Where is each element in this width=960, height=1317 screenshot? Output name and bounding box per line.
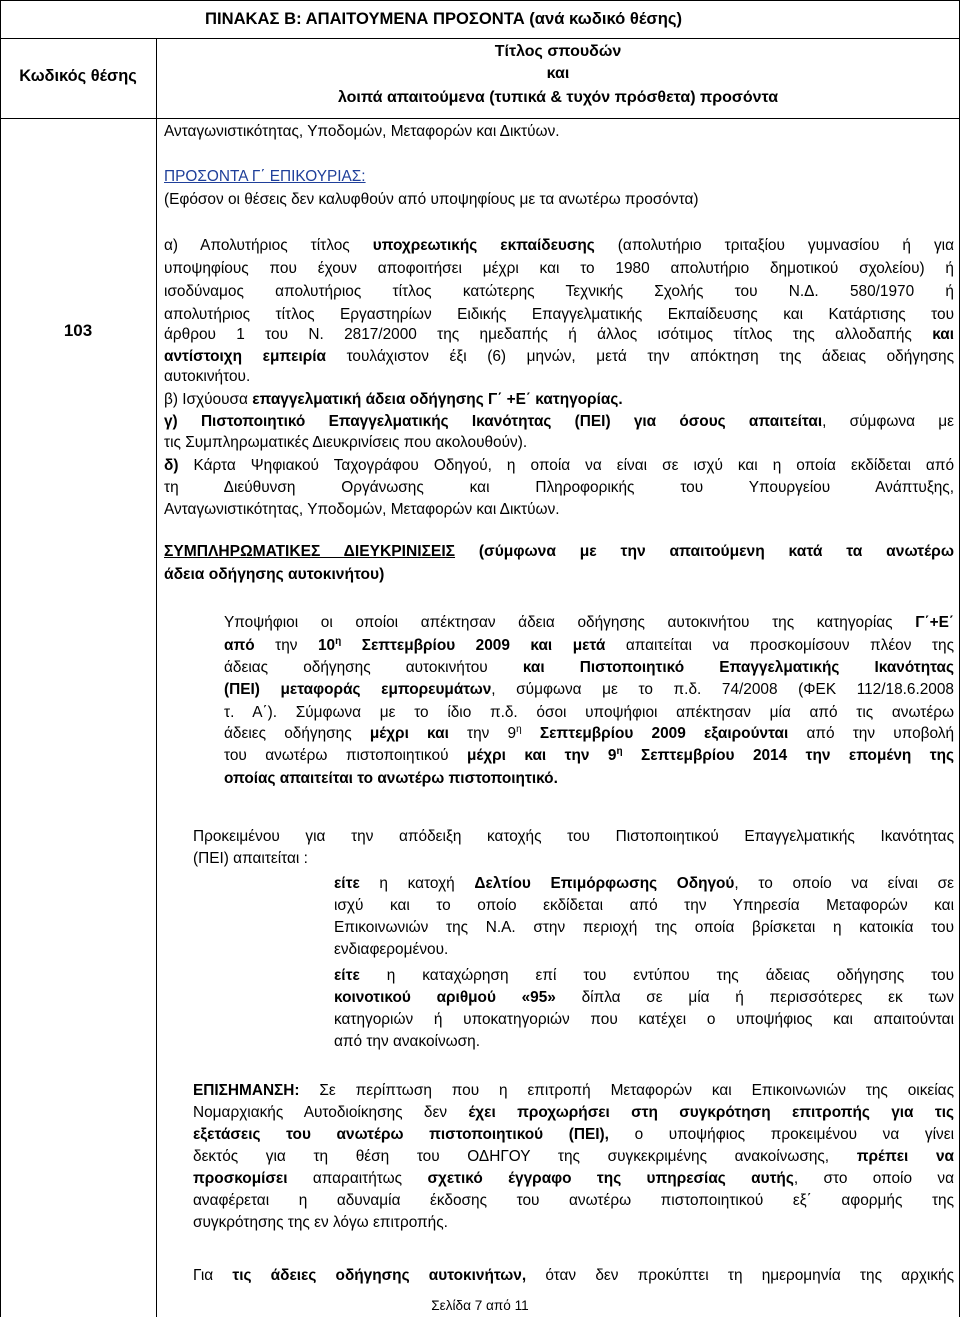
item-a-line1: α) Απολυτήριος τίτλος υποχρεωτικής εκπαίδευσης (απολυτήριο τριταξίου γυμνασίου ή για — [164, 237, 954, 254]
item-a-line7: αυτοκινήτου. — [164, 368, 251, 385]
para1-line8: οποίας απαιτείται το ανωτέρω πιστοποιητικό. — [224, 770, 558, 787]
para2-line5: Επικοινωνιών της Ν.Α. στην περιοχή της οποία βρίσκεται η κατοικία του — [334, 919, 954, 936]
para2-line8: κοινοτικού αριθμού «95» δίπλα σε μία ή περισσότερες εκ των — [334, 989, 954, 1006]
table-title: ΠΙΝΑΚΑΣ Β: ΑΠΑΙΤΟΥΜΕΝΑ ΠΡΟΣΟΝΤΑ (ανά κωδικό θέσης) — [205, 9, 682, 28]
item-d-line1: δ) Κάρτα Ψηφιακού Ταχογράφου Οδηγού, η οποία να είναι σε ισχύ και η οποία εκδίδεται από — [164, 457, 954, 474]
para3-line1: ΕΠΙΣΗΜΑΝΣΗ: Σε περίπτωση που η επιτροπή Μεταφορών και Επικοινωνιών της οικείας — [193, 1082, 954, 1099]
para4-line1: Για τις άδειες οδήγησης αυτοκινήτων, όταν δεν προκύπτει τη ημερομηνία της αρχικής — [193, 1267, 955, 1284]
item-a-line4: απολυτήριος τίτλος Εργαστηρίων Ειδικής Επαγγελματικής Εκπαίδευσης και Κατάρτισης του — [164, 306, 954, 323]
para2-line6: ενδιαφερομένου. — [334, 941, 449, 958]
column-header-title-line2: και — [546, 65, 570, 82]
item-a-line3: ισοδύναμος απολυτήριος τίτλος κατώτερης Τεχνικής Σχολής του Ν.Δ. 580/1970 ή — [164, 283, 954, 300]
table-border-top — [0, 0, 960, 1]
column-header-title-line1: Τίτλος σπουδών — [494, 43, 622, 60]
para3-line6: αναφέρεται η αδυναμία έκδοσης του ανωτέρω πιστοποιητικού εξ΄ αφορμής της — [193, 1192, 954, 1209]
item-a-line5: άρθρου 1 του Ν. 2817/2000 της ημεδαπής ή άλλος ισότιμος τίτλος της αλλοδαπής και — [164, 326, 954, 343]
para2-line10: από την ανακοίνωση. — [334, 1033, 480, 1050]
item-c-line2: τις Συμπληρωματικές Διευκρινίσεις που ακολουθούν). — [164, 434, 528, 451]
para3-line2: Νομαρχιακής Αυτοδιοίκησης δεν έχει προχωρήσει στη συγκρότηση επιτροπής για τις — [193, 1104, 954, 1121]
item-d-line3: Ανταγωνιστικότητας, Υποδομών, Μεταφορών και Δικτύων. — [164, 501, 560, 518]
para2-line1: Προκειμένου για την απόδειξη κατοχής του Πιστοποιητικού Επαγγελματικής Ικανότητας — [193, 828, 954, 845]
para3-line7: συγκρότησης της εν λόγω επιτροπής. — [193, 1214, 448, 1231]
section-c-title: ΠΡΟΣΟΝΤΑ Γ΄ ΕΠΙΚΟΥΡΙΑΣ: — [164, 168, 366, 185]
item-b: β) Ισχύουσα επαγγελματική άδεια οδήγησης Γ΄ +Ε΄ κατηγορίας. — [164, 391, 623, 408]
para2-line2: (ΠΕΙ) απαιτείται : — [193, 850, 308, 867]
para3-line4: δεκτός για τη θέση του ΟΔΗΓΟΥ της συγκεκριμένης ανακοίνωσης, πρέπει να — [193, 1148, 954, 1165]
para3-line5: προσκομίσει απαραιτήτως σχετικό έγγραφο της υπηρεσίας αυτής, στο οποίο να — [193, 1170, 954, 1187]
header-divider — [0, 118, 960, 119]
item-a-line6: αντίστοιχη εμπειρία τουλάχιστον έξι (6) μηνών, μετά την απόκτηση της άδειας οδήγησης — [164, 348, 954, 365]
supplementary-title-line2: άδεια οδήγησης αυτοκινήτου) — [164, 566, 385, 583]
para1-line7: του ανωτέρω πιστοποιητικού μέχρι και την $9^\eta$ Σεπτεμβρίου 2014 την επομένη της — [224, 745, 954, 764]
para1-line5: τ. Α΄). Σύμφωνα με το ίδιο π.δ. όσοι υποψήφιοι απέκτησαν μία από τις ανωτέρω — [224, 704, 954, 721]
header-title-divider — [0, 38, 960, 39]
page-number: Σελίδα 7 από 11 — [431, 1298, 529, 1313]
column-header-title-line3: λοιπά απαιτούμενα (τυπικά & τυχόν πρόσθετα) προσόντα — [337, 89, 779, 106]
column-divider — [156, 38, 157, 1317]
para2-line9: κατηγοριών ή υποκατηγοριών που κατέχει ο υποψήφιος και απαιτούνται — [334, 1011, 954, 1028]
supplementary-title-line1: ΣΥΜΠΛΗΡΩΜΑΤΙΚΕΣ ΔΙΕΥΚΡΙΝΙΣΕΙΣ (σύμφωνα με την απαιτούμενη κατά τα ανωτέρω — [164, 543, 954, 560]
para2-line7: είτε η καταχώρηση επί του εντύπου της άδειας οδήγησης του — [334, 967, 954, 984]
para1-line6: άδειες οδήγησης μέχρι και την $9^\eta$ Σεπτεμβρίου 2009 εξαιρούνται από την υποβολή — [224, 723, 955, 742]
para1-line3: άδειας οδήγησης αυτοκινήτου και Πιστοποιητικό Επαγγελματικής Ικανότητας — [224, 659, 955, 676]
column-header-code: Κωδικός θέσης — [19, 67, 137, 85]
para1-line2: από την $10^\eta$ Σεπτεμβρίου 2009 και μετά απαιτείται να προσκομίσουν πλέον της — [224, 635, 954, 654]
carry-over-text: Ανταγωνιστικότητας, Υποδομών, Μεταφορών και Δικτύων. — [164, 123, 560, 140]
para2-line3: είτε η κατοχή Δελτίου Επιμόρφωσης Οδηγού, το οποίο να είναι σε — [334, 875, 954, 892]
item-d-line2: τη Διεύθυνση Οργάνωσης και Πληροφορικής του Υπουργείου Ανάπτυξης, — [164, 479, 954, 496]
para1-line1: Υποψήφιοι οι οποίοι απέκτησαν άδεια οδήγησης αυτοκινήτου της κατηγορίας Γ΄+Ε΄ — [224, 614, 954, 631]
section-c-note: (Εφόσον οι θέσεις δεν καλυφθούν από υποψηφίους με τα ανωτέρω προσόντα) — [164, 191, 699, 208]
para1-line4: (ΠΕΙ) μεταφοράς εμπορευμάτων, σύμφωνα με το π.δ. 74/2008 (ΦΕΚ 112/18.6.2008 — [224, 681, 954, 698]
item-c-line1: γ) Πιστοποιητικό Επαγγελματικής Ικανότητας (ΠΕΙ) για όσους απαιτείται, σύμφωνα με — [164, 413, 954, 430]
para2-line4: ισχύ και το οποίο εκδίδεται από την Υπηρεσία Μεταφορών και — [334, 897, 954, 914]
para3-line3: εξετάσεις του ανωτέρω πιστοποιητικού (ΠΕΙ), ο υποψήφιος προκειμένου να γίνει — [193, 1126, 955, 1143]
table-border-left — [0, 0, 1, 1317]
position-code: 103 — [63, 321, 93, 340]
item-a-line2: υποψηφίους που έχουν αποφοιτήσει μέχρι και το 1980 απολυτήριο δημοτικού σχολείου) ή — [164, 260, 954, 277]
